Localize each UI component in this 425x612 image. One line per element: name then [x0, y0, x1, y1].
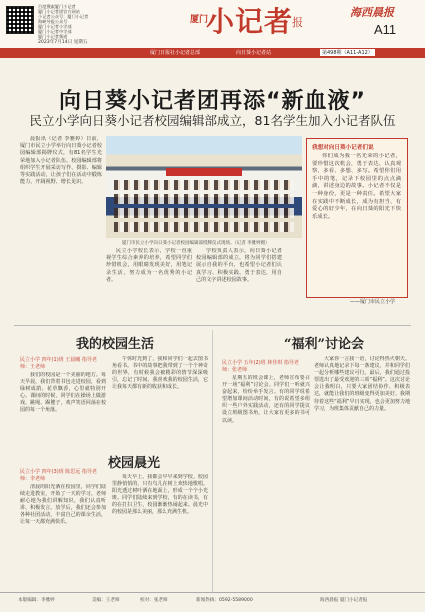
- message-box-signature: ——厦门市民立小学: [350, 299, 396, 305]
- brand-suffix: 报: [292, 16, 303, 29]
- masthead-info-item: 海峡导报公众号: [38, 19, 68, 24]
- divider: [14, 325, 411, 326]
- masthead-info-item: 厦门小记者中学部: [38, 29, 72, 34]
- photo-caption: 厦门市民立小学向日葵小记者校园编辑部授牌仪式现场。（记者 李雅婷摄）: [122, 241, 270, 246]
- photo-row: [114, 180, 294, 190]
- masthead-info-item: 小记者公众号：厦门小记者: [38, 14, 89, 19]
- page-footer: [0, 592, 425, 612]
- article-text: 星期五的班会课上，老师宣布要召开一场“福利”讨论会。同学们一听就兴奋起来，纷纷举手发言。有的同学说希望增加课间活动时间，有的说希望多组织一些户外实践活动，还有的同学提议设立班级图书角，让大家有更多的书可以读。: [222, 375, 310, 424]
- article-text: 午休时光到了，我和同学们一起去图书角看书。书中的故事把我带到了一个个神奇的世界，有时候我会被精彩的情节深深吸引，忘记了时间。我喜欢我的校园生活，它让我每天都有新的收获和成长。: [112, 356, 208, 391]
- masthead-info-item: 厦门小记者团官方网站: [38, 9, 80, 14]
- message-box-title: 我想对向日葵小记者们说: [312, 145, 374, 151]
- footer-hotline: 新闻热线：0592-5589000: [196, 598, 253, 603]
- footer-editor: 本版编辑：李雅婷: [18, 598, 55, 603]
- masthead-info-item: 厦门小记者频道: [38, 34, 68, 39]
- sub-headline: 民立小学向日葵小记者校园编辑部成立，81名学生加入小记者队伍: [29, 113, 396, 128]
- section-title-morning-light: 校园晨光: [108, 456, 161, 471]
- lead-paragraph: 学校负责人表示，向日葵小记者校园编辑部的成立，将为同学们搭建展示自我的平台，也希望小记者们认真学习、积极实践、勇于表达，用自己的文字讲述校园故事。: [196, 248, 282, 283]
- column-divider: [212, 330, 213, 592]
- section-title-campus-life: 我的校园生活: [76, 337, 155, 352]
- group-photo[interactable]: [106, 136, 302, 238]
- qr-code[interactable]: [6, 6, 34, 34]
- issue-number: 第498期（A11-A12）: [322, 50, 373, 56]
- lead-paragraph: 民立小学校长表示，学校一直重视学生综合素养的培养，希望同学们珍惜机会，用眼睛发现美好，用笔记录生活，努力成为一名优秀的小记者。: [106, 248, 192, 283]
- message-box-body: 你们成为我一名光荣的小记者，要珍惜这次机会，勇于表达，认真观察，多看、多想、多写。希望你们用手中的笔，记录下校园里的点点滴滴，讲述身边的故事。小记者不仅是一种身份，更是一种责任。希望大家在实践中不断成长，成为有担当、有爱心的好少年，在向日葵的阳光下快乐成长。: [312, 153, 401, 220]
- photo-banner: [166, 168, 242, 176]
- author-byline: 民立小学 四年(3)班 陈思远 指导老师：李老师: [20, 469, 97, 482]
- author-byline: 民立小学 四年(1)班 王晨曦 指导老师：王老师: [20, 357, 97, 370]
- footer-paper: 海西晨报 厦门小记者报: [320, 598, 368, 603]
- photo-row: [114, 194, 294, 204]
- article-text: 我们的校园是一个美丽的地方。每天早晨，我们背着书包走进校园，看到绿树成荫、花草飘香，心里就特别开心。课间的时候，同学们在操场上做游戏、跳绳、踢毽子，欢声笑语回荡在校园的每一个角落。: [20, 372, 106, 414]
- brand-city: 厦门: [190, 15, 209, 25]
- paper-logo: 海西晨报: [350, 6, 394, 19]
- photo-row: [114, 208, 294, 218]
- author-byline: 民立小学 五年(2)班 林佳琪 指导老师：张老师: [222, 360, 299, 373]
- masthead-info-list: [38, 4, 118, 39]
- bar-right-label: 向日葵小记者站: [236, 50, 272, 56]
- issue-date: 2023年7月14日 星期五: [38, 40, 88, 45]
- lead-paragraph: 晨报讯（记者 李雅婷）日前，厦门市民立小学举行向日葵小记者校园编辑部揭牌仪式，有81名学生光荣地加入小记者队伍。校园编辑部将组织学生开展采访写作、摄影、编辑等实践活动，让孩子们在活动中锻炼能力、开阔视野、增长见识。: [20, 136, 102, 186]
- main-headline: 向日葵小记者团再添“新血液”: [59, 89, 366, 114]
- footer-proofreader: 校对：张老师: [140, 598, 168, 603]
- footer-designer: 美编：王老师: [92, 598, 120, 603]
- photo-row: [114, 222, 294, 232]
- article-text: 清晨的阳光洒在校园里，同学们陆续走进教室，开始了一天的学习。老师耐心地为我们讲解知识，我们认真听讲、积极发言。放学后，我们还会参加各种社团活动，丰富自己的课余生活，让每一天都充满快乐。: [20, 484, 106, 526]
- bar-left-label: 厦门日报社小记者总部: [150, 50, 201, 56]
- page-number: A11: [374, 22, 397, 37]
- masthead-info-item: 百度搜索厦门小记者: [38, 4, 76, 9]
- masthead-info-item: 厦门小记者小学部: [38, 24, 72, 29]
- brand-title: 小记者: [206, 5, 294, 38]
- section-title-welfare-discussion: “福利”讨论会: [284, 337, 364, 352]
- article-text: 每天早上，我都会早早来到学校。校园里静悄悄的，只有鸟儿在树上欢快地歌唱。阳光透过树叶洒在地面上，形成一个个小光斑。同学们陆续来到学校，有的在读书，有的在打扫卫生，校园渐渐热闹起来。晨光中的校园是那么美丽，那么充满生机。: [112, 474, 208, 516]
- article-text: 大家你一言我一语，讨论得热火朝天。老师认真地记录下每一条建议，并和同学们一起分析哪些建议可行。最后，我们通过投票选出了最受欢迎的三项“福利”。这次讨论会让我明白，只要大家团结协作、积极表达，就能让我们的班级变得更加美好。我期待着这些“福利”早日实现，也会更加努力地学习，为班集体贡献自己的力量。: [314, 356, 410, 412]
